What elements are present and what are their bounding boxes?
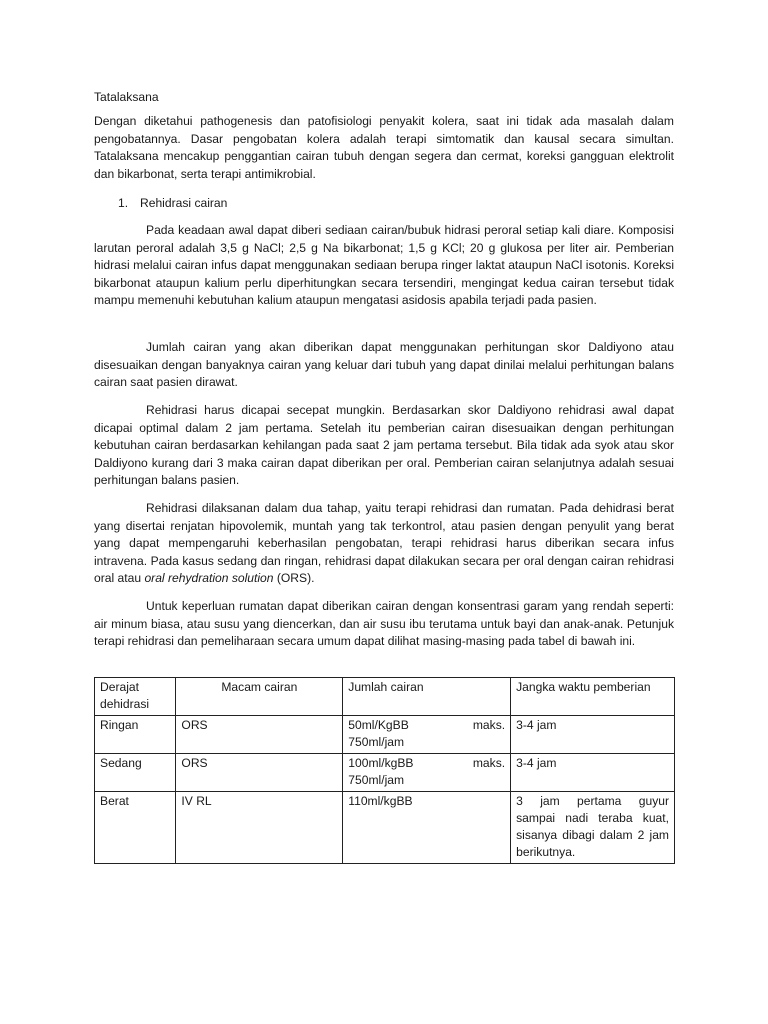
cell-macam: IV RL [176, 792, 343, 864]
intro-text: Dengan diketahui pathogenesis dan patofisiologi penyakit kolera, saat ini tidak ada masalah dalam pengobatannya. Dasar pengobatan kolera adalah terapi simtomatik dan kausal secara simultan. Tatalaksana mencakup penggantian cairan tubuh dengan segera dan cermat, koreksi gangguan elektrolit dan bikarbonat, serta terapi antimikrobial. [94, 114, 674, 181]
subsection-title: Rehidrasi cairan [140, 196, 228, 210]
cell-derajat: Berat [95, 792, 176, 864]
cell-waktu: 3 jam pertama guyur sampai nadi teraba kuat, sisanya dibagi dalam 2 jam berikutnya. [511, 792, 675, 864]
cell-jumlah [343, 716, 511, 754]
paragraph-2 [94, 339, 674, 392]
amount-max-label: maks. [472, 756, 506, 770]
cell-waktu: 3-4 jam [511, 754, 675, 792]
cell-derajat: Ringan [95, 716, 176, 754]
paragraph-1 [94, 222, 674, 310]
intro-paragraph [94, 113, 674, 183]
table-row [95, 716, 675, 754]
section-heading: Tatalaksana [94, 90, 159, 104]
cell-jumlah: 110ml/kgBB [343, 792, 511, 864]
paragraph-4-main: Rehidrasi dilaksanan dalam dua tahap, yaitu terapi rehidrasi dan rumatan. Pada dehidrasi berat yang disertai renjatan hipovolemik, muntah yang tak terkontrol, atau pasien dengan penyulit yang berat yang dapat mempengaruhi keberhasilan pengobatan, terapi rehidrasi harus diberikan secara infus intravena. Pada kasus sedang dan ringan, rehidrasi dapat dilakukan secara per oral dengan cairan rehidrasi oral atau [94, 501, 674, 586]
paragraph-5 [94, 598, 674, 651]
amount-max-label: maks. [472, 718, 506, 732]
header-macam: Macam cairan [176, 678, 343, 716]
cell-derajat: Sedang [95, 754, 176, 792]
amount-max-value: 750ml/jam [348, 735, 405, 749]
cell-macam: ORS [176, 716, 343, 754]
header-waktu: Jangka waktu pemberian [511, 678, 675, 716]
paragraph-4 [94, 500, 674, 588]
paragraph-3-text: Rehidrasi harus dicapai secepat mungkin. Berdasarkan skor Daldiyono rehidrasi awal dapat dicapai optimal dalam 2 jam pertama. Setelah itu pemberian cairan disesuaikan dengan perhitungan kebutuhan cairan berdasarkan kehilangan pada saat 2 jam pertama tersebut. Bila tidak ada syok atau skor Daldiyono kurang dari 3 maka cairan dapat diberikan per oral. Pemberian cairan selanjutnya adalah sesuai perhitungan balans pasien. [94, 403, 674, 488]
subsection-heading [118, 195, 698, 213]
paragraph-4-text [94, 500, 674, 588]
paragraph-2-text: Jumlah cairan yang akan diberikan dapat menggunakan perhitungan skor Daldiyono atau disesuaikan dengan banyaknya cairan yang keluar dari tubuh yang dapat dinilai melalui perhitungan balans cairan saat pasien dirawat. [94, 340, 674, 390]
cell-waktu: 3-4 jam [511, 716, 675, 754]
table-row [95, 792, 675, 864]
paragraph-1-text: Pada keadaan awal dapat diberi sediaan cairan/bubuk hidrasi peroral setiap kali diare. Komposisi larutan peroral adalah 3,5 g NaCl; 2,5 g Na bikarbonat; 1,5 g KCl; 20 g glukosa per liter air. Pemberian hidrasi melalui cairan infus dapat menggunakan sediaan berupa ringer laktat ataupun NaCl isotonis. Koreksi bikarbonat ataupun kalium perlu diperhitungkan secara tersendiri, mengingat kedua cairan tersebut tidak mampu memenuhi kebutuhan kalium ataupun mengatasi asidosis apabila terjadi pada pasien. [94, 223, 674, 308]
table-header-row [95, 678, 675, 716]
header-derajat: Derajat dehidrasi [95, 678, 176, 716]
paragraph-3 [94, 402, 674, 490]
table-row [95, 754, 675, 792]
rehydration-table [94, 677, 675, 864]
cell-macam: ORS [176, 754, 343, 792]
paragraph-4-italic: oral rehydration solution [144, 571, 274, 586]
cell-jumlah [343, 754, 511, 792]
paragraph-4-end: (ORS). [273, 571, 315, 586]
subsection-number: 1. [118, 196, 129, 210]
header-jumlah: Jumlah cairan [343, 678, 511, 716]
amount-value: 100ml/kgBB [348, 756, 414, 770]
amount-value: 50ml/KgBB [348, 718, 409, 732]
paragraph-5-text: Untuk keperluan rumatan dapat diberikan cairan dengan konsentrasi garam yang rendah seperti: air minum biasa, atau susu yang diencerkan, dan air susu ibu terutama untuk bayi dan anak-anak. Petunjuk terapi rehidrasi dan pemeliharaan secara umum dapat dilihat masing-masing pada tabel di bawah ini. [94, 599, 674, 649]
amount-max-value: 750ml/jam [348, 773, 405, 787]
